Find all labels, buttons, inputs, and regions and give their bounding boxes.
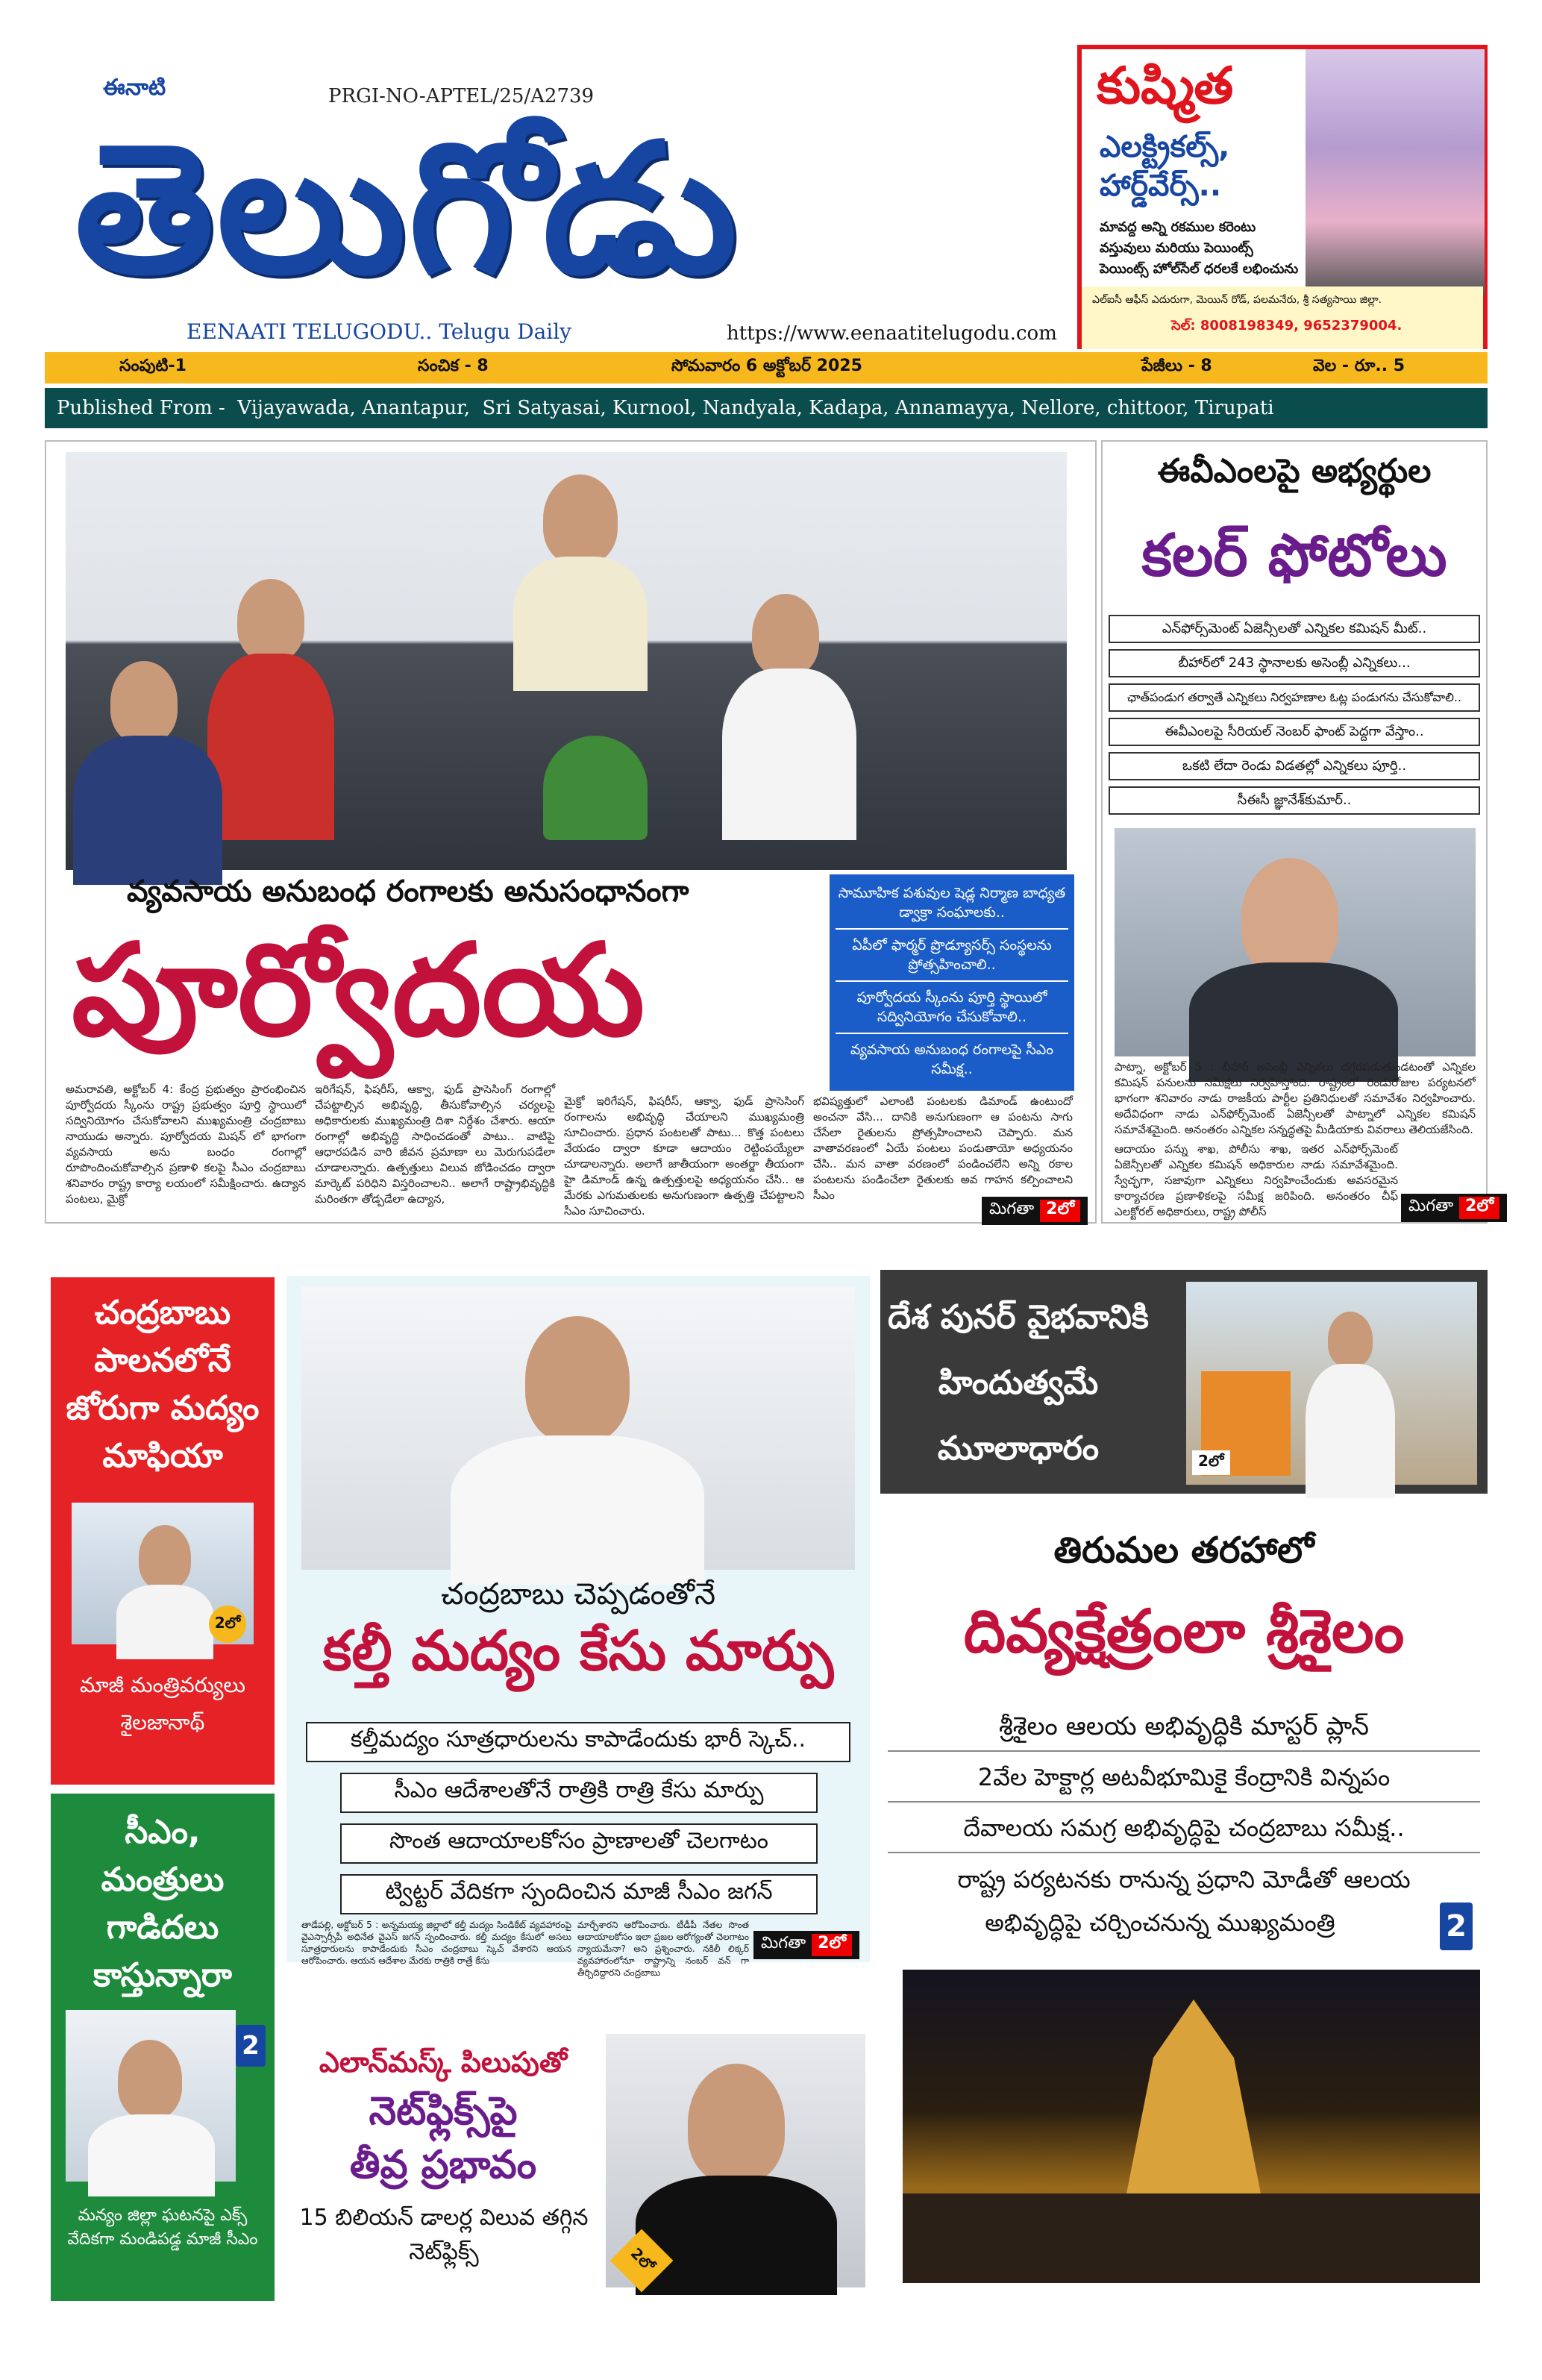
srisailam-point: దేవాలయ సమగ్ర అభివృద్ధిపై చంద్రబాబు సమీక్ష.. bbox=[888, 1810, 1480, 1853]
lead-body-col3: మైక్రో ఇరిగేషన్, ఫిషరీస్, ఆక్వా, ఫుడ్ ప్రాసెసింగ్ రంగాలను అభివృద్ధి చేయాలని ముఖ్యమంత్రి సూచించారు. ప్రధాన పంటలతో పాటు... కొత్త పంటలు వేయడం ద్వారా కూడా ఆదాయం రెట్టింపయ్యేలా చూడాలన్నారు. అలాగే జాతీయంగా అంతర్జా తీయంగా హై డిమాండ్ ఉన్న ఉత్పత్తులపై అధ్యయనం చేసి.. ఆ మేరకు ఎగుమతులకు అనుగుణంగా ఉత్పత్తి చేపట్టాలని సీఎం సూచించారు. bbox=[564, 1095, 804, 1218]
musk-page[interactable]: 2లో bbox=[610, 2229, 674, 2293]
jagan-photo bbox=[301, 1286, 855, 1570]
chandrababu-box bbox=[51, 1277, 275, 1785]
continued-label: మిగతా bbox=[761, 1934, 806, 1952]
lead-photo bbox=[66, 452, 1067, 870]
ad-line4: వస్తువులు మరియు పెయింట్స్ bbox=[1100, 240, 1253, 256]
badge-num: 2 bbox=[242, 2031, 260, 2061]
ec-point: బీహార్‌లో 243 స్థానాలకు అసెంబ్లీ ఎన్నికలు... bbox=[1109, 649, 1480, 677]
ad-line7: సెల్: 8008198349, 9652379004. bbox=[1171, 318, 1402, 333]
ec-point: ఛాత్‌పండుగ తర్వాతే ఎన్నికలు నిర్వహణాల ఓట్ల పండుగను చేసుకోవాలి.. bbox=[1109, 683, 1480, 712]
ad-line6: ఎల్‌ఐసీ ఆఫీస్ ఎదురుగా, మెయిన్ రోడ్, పలమనేరు, శ్రీ సత్యసాయి జిల్లా. bbox=[1092, 294, 1382, 306]
continued-page: 2లో bbox=[1040, 1200, 1080, 1222]
musk-sub: 15 బిలియన్ డాలర్ల విలువ తగ్గిన నెట్‌ఫ్లిక్స్ bbox=[299, 2205, 589, 2265]
rss-photo bbox=[1186, 1282, 1477, 1485]
chandrababu-headline: చంద్రబాబు పాలనలోనే జోరుగా మద్యం మాఫియా bbox=[66, 1294, 260, 1475]
lead-body-col1: అమరావతి, అక్టోబర్ 4: కేంద్ర ప్రభుత్వం ప్రారంభించిన పూర్వోదయ స్కీంను రాష్ట్ర ప్రభుత్వం పూర్తి స్థాయిలో సద్వినియోగం చేసుకోవాలని ముఖ్యమంత్రి చంద్రబాబు నాయుడు అన్నారు. పూర్వోదయ మిషన్ లో భాగంగా వ్యవసాయ అను బంధం రంగాల్లో రూపొందించుకోవాల్సిన ప్రణాళి కలపై సీఎం చంద్రబాబు శనివారం రాష్ట్ర కార్యా లయంలో సమీక్షించారు. ఉద్యాన పంటలు, మైక్రో bbox=[66, 1083, 306, 1206]
cm-headline: సీఎం, మంత్రులు గాడిదలు కాస్తున్నారా bbox=[93, 1813, 232, 1994]
rss-box bbox=[880, 1270, 1488, 1494]
ec-headline: కలర్ ఫోటోలు bbox=[1141, 522, 1447, 589]
masthead-title: తెలుగోడు bbox=[75, 104, 740, 313]
info-date: సోమవారం 6 అక్టోబర్ 2025 bbox=[671, 357, 862, 375]
continued-page: 2లో bbox=[812, 1934, 852, 1956]
website-url[interactable]: https://www.eenaatitelugodu.com bbox=[727, 322, 1057, 345]
info-price: వెల - రూ.. 5 bbox=[1313, 357, 1405, 375]
ec-body-a: పాట్నా, అక్టోబర్ 5 : బీహార్ అసెంబ్లీ ఎన్నికలు దగ్గరపడుతుండటంతో ఎన్నికల కమిషన్ పనులను సమీక్షలు నిర్వహిస్తోంది. రాష్ట్రంలో రెండురోజుల పర్యటనలో భాగంగా శనివారం నాడు రాజకీయ పార్టీల ప్రతినిధులతో సమావేశం నిర్వహించారు. అదేవిధంగా నాడు ఎన్‌ఫోర్స్‌మెంట్ ఏజెన్సీలతో పాట్నాలో ఎన్నికల కమిషన్ సమావేశమైంది. అనంతరం ఎన్నికల సన్నద్ధతపై మీడియాకు వివరాలు తెలియజేసింది. bbox=[1115, 1060, 1476, 1136]
jagan-body-a: తాడేపల్లి, అక్టోబర్ 5 : అన్నమయ్య జిల్లాలో కల్తీ మద్యం సిండికేట్ వ్యవహారంపై వైఎస్సార్సీపీ అధినేత వైఎస్ జగన్ స్పందించారు. కల్తీ మద్యం కేసులో అసలు సూత్రధారులను కాపాడేందుకు సీఎం చంద్రబాబు స్కెచ్ వేశారని ఆయన ఆరోపించారు. ఆయన ఆదేశాల మేరకు రాత్రికి రాత్రే కేసు bbox=[301, 1920, 571, 1966]
continued-label: మిగతా bbox=[1408, 1197, 1454, 1215]
lead-side-point: సామూహిక పశువుల షెడ్ల నిర్మాణ బాధ్యత డ్వాక్రా సంఘాలకు.. bbox=[836, 880, 1068, 930]
srisailam-headline: దివ్యక్షేత్రంలా శ్రీశైలం bbox=[963, 1597, 1405, 1666]
musk-headline2: తీవ్ర ప్రభావం bbox=[349, 2143, 537, 2188]
musk-kicker: ఎలాన్‌మస్క్ పిలుపుతో bbox=[319, 2046, 568, 2079]
jagan-point: సొంత ఆదాయాలకోసం ప్రాణాలతో చెలగాటం bbox=[340, 1823, 818, 1864]
cm-page-badge[interactable] bbox=[236, 2025, 266, 2067]
srisailam-point: రాష్ట్ర పర్యటనకు రానున్న ప్రధాని మోడీతో ఆలయ bbox=[888, 1861, 1480, 1904]
jagan-point: ట్విట్టర్ వేదికగా స్పందించిన మాజీ సీఎం జగన్ bbox=[340, 1874, 818, 1914]
ec-continued-tag[interactable] bbox=[1401, 1194, 1507, 1222]
ad-line3: మావద్ద అన్ని రకముల కరెంటు bbox=[1100, 219, 1256, 235]
ad-line1: ఎలక్ట్రికల్స్, bbox=[1100, 130, 1230, 164]
srisailam-point: శ్రీశైలం ఆలయ అభివృద్ధికి మాస్టర్ ప్లాన్ bbox=[888, 1709, 1480, 1752]
jagan-body-b: మార్చేశారని ఆరోపించారు. టీడీపీ నేతల సొంత ఆదాయాలకోసం ఇలా ప్రజల ఆరోగ్యంతో చెలగాటం న్యాయమేనా? అని ప్రశ్నించారు. నకిలీ లిక్కర్ వ్యవహారంలోనూ రాష్ట్రాన్ని నంబర్ వన్ గా తీర్చిదిద్దారని చంద్రబాబు bbox=[577, 1920, 749, 1978]
jagan-continued-tag[interactable] bbox=[753, 1931, 859, 1959]
info-bar bbox=[45, 352, 1488, 383]
musk-headline1: నెట్‌ఫ్లిక్స్‌పై bbox=[369, 2089, 518, 2134]
advertisement[interactable] bbox=[1077, 45, 1488, 349]
registration-number: PRGI-NO-APTEL/25/A2739 bbox=[328, 85, 595, 107]
lead-body-col2: ఇరిగేషన్, ఫిషరీస్, ఆక్వా, ఫుడ్ ప్రాసెసింగ్ రంగాల్లో చేపట్టాల్సిన అభివృద్ధి, తీసుకోవాల్సిన చర్యలపై అధికారులకు ముఖ్యమంత్రి దిశా నిర్దేశం చేశారు. ఆయా రంగాల్లో అభివృద్ధి సాధించడంతో పాటు.. వాటిపై ఆధారపడిన వారి జీవన ప్రమాణా లు మెరుగుపడేలా చూడాలన్నారు. ఉత్పత్తులు విలువ జోడించడం ద్వారా మార్కెట్ పరిధిని విస్తరించాలని.. అలాగే రాష్ట్రాభివృద్ధికి మరింతగా తోడ్పడేలా ఉద్యాన, bbox=[315, 1083, 555, 1206]
ec-points bbox=[1109, 615, 1480, 815]
ad-line5: పెయింట్స్ హోల్‌సేల్ ధరలకే లభించును bbox=[1100, 261, 1299, 277]
srisailam-point: అభివృద్ధిపై చర్చించనున్న ముఖ్యమంత్రి bbox=[888, 1904, 1432, 1947]
ec-body-b: ఆదాయం పన్ను శాఖ, పోలీసు శాఖ, ఇతర ఎన్‌ఫోర్స్‌మెంట్ ఏజెన్సీలతో ఎన్నికల కమిషన్ అధికారుల నాడు సమావేశమైంది. స్వేచ్ఛగా, సజావుగా ఎన్నికలు నిర్వహించేందుకు అవసరమైన కార్యాచరణ ప్రణాళికలపై సమీక్ష జరిపింది. అనంతరం చీఫ్ ఎలక్టోరల్ అధికారులు, రాష్ట్ర పోలీస్ bbox=[1115, 1142, 1398, 1218]
badge-num: 2 bbox=[1446, 1909, 1467, 1944]
ec-kicker: ఈవీఎంలపై అభ్యర్థుల bbox=[1157, 452, 1432, 490]
jagan-headline: కల్తీ మద్యం కేసు మార్పు bbox=[322, 1619, 834, 1683]
info-pages: పేజీలు - 8 bbox=[1141, 357, 1212, 375]
jagan-point: సీఎం ఆదేశాలతోనే రాత్రికి రాత్రి కేసు మార్పు bbox=[340, 1773, 818, 1813]
srisailam-point: 2వేల హెక్టార్ల అటవీభూమికై కేంద్రానికి విన్నపం bbox=[888, 1759, 1480, 1803]
jagan-point: కల్తీమద్యం సూత్రధారులను కాపాడేందుకు భారీ స్కెచ్.. bbox=[306, 1722, 850, 1762]
srisailam-page-badge[interactable] bbox=[1440, 1903, 1473, 1950]
ad-brand: కుష్మిత bbox=[1097, 57, 1234, 116]
chandrababu-page[interactable]: 2లో bbox=[209, 1606, 246, 1643]
continued-page: 2లో bbox=[1459, 1197, 1499, 1219]
lead-side-point: పూర్వోదయ స్కీంను పూర్తి స్థాయిలో సద్వినియోగం చేసుకోవాలి.. bbox=[836, 982, 1068, 1034]
jagan-kicker: చంద్రబాబు చెప్పడంతోనే bbox=[440, 1577, 716, 1612]
lead-body-col4: భవిష్యత్తులో ఎలాంటి పంటలకు డిమాండ్ ఉంటుందో అంచనా వేసి... దానికి అనుగుణంగా ఆ పంటను సాగు చేసేలా రైతులను ప్రోత్సహించాలని చెప్పారు. మన వాతావరణంలో ఏయే పంటలు పండుతాయో అధ్యయనం చేసి.. మన వాతా వరణంలో పండించలేని అన్ని రకాల పంటలను పండించేలా రైతులకు అవ గాహన కల్పించాలని సీఎం bbox=[813, 1095, 1073, 1202]
chandrababu-caption2: శైలజానాథ్ bbox=[120, 1710, 205, 1735]
info-sampu: సంపుటి-1 bbox=[119, 357, 187, 375]
masthead-eenati: ఈనాటి bbox=[103, 75, 166, 101]
lead-headline: పూర్వోదయ bbox=[72, 917, 645, 1065]
lead-side-point: వ్యవసాయ అనుబంధ రంగాలపై సీఎం సమీక్ష.. bbox=[850, 1042, 1053, 1077]
info-sanchika: సంచిక - 8 bbox=[418, 357, 489, 375]
lead-side-box bbox=[830, 874, 1074, 1091]
ec-point: సీఈసీ జ్ఞానేశ్‌కుమార్.. bbox=[1109, 786, 1480, 815]
continued-label: మిగతా bbox=[989, 1200, 1035, 1218]
masthead-english-name: EENAATI TELUGODU.. Telugu Daily bbox=[187, 319, 571, 344]
srisailam-kicker: తిరుమల తరహాలో bbox=[1053, 1529, 1314, 1571]
ec-point: ఎన్‌ఫోర్స్‌మెంట్ ఏజెన్సీలతో ఎన్నికల కమిషన్ మీట్.. bbox=[1109, 615, 1480, 643]
srisailam-photo bbox=[903, 1970, 1480, 2283]
ad-building-image bbox=[1306, 49, 1485, 295]
cm-photo bbox=[66, 2010, 236, 2182]
published-from: Published From - Vijayawada, Anantapur, Sri Satyasai, Kurnool, Nandyala, Kadapa, Annamayya, Nellore, chittoor, Tirupati bbox=[45, 388, 1488, 428]
lead-side-point: ఏపీలో ఫార్మర్ ప్రొడ్యూసర్స్ సంస్థలను ప్రోత్సహించాలి.. bbox=[836, 930, 1068, 982]
lead-kicker: వ్యవసాయ అనుబంధ రంగాలకు అనుసంధానంగా bbox=[127, 874, 689, 909]
ec-point: ఒకటి లేదా రెండు విడతల్లో ఎన్నికలు పూర్తి.. bbox=[1109, 752, 1480, 780]
rss-headline: దేశ పునర్ వైభవానికి హిందుత్వమే మూలాధారం bbox=[888, 1298, 1149, 1468]
ec-point: ఈవీఎంలపై సీరియల్ నెంబర్ ఫాంట్ పెద్దగా వేస్తాం.. bbox=[1109, 718, 1480, 746]
ad-line2: హార్డ్‌వేర్స్.. bbox=[1100, 169, 1222, 203]
lead-continued-tag[interactable] bbox=[982, 1197, 1088, 1225]
ec-photo bbox=[1115, 828, 1476, 1056]
chandrababu-caption1: మాజీ మంత్రివర్యులు bbox=[80, 1673, 245, 1697]
masthead bbox=[45, 45, 1059, 351]
cm-box bbox=[51, 1794, 275, 2301]
cm-caption: మన్యం జిల్లా ఘటనపై ఎక్స్ వేదికగా మండిపడ్డ మాజీ సీఎం bbox=[67, 2206, 258, 2249]
rss-page[interactable]: 2లో bbox=[1192, 1450, 1230, 1475]
